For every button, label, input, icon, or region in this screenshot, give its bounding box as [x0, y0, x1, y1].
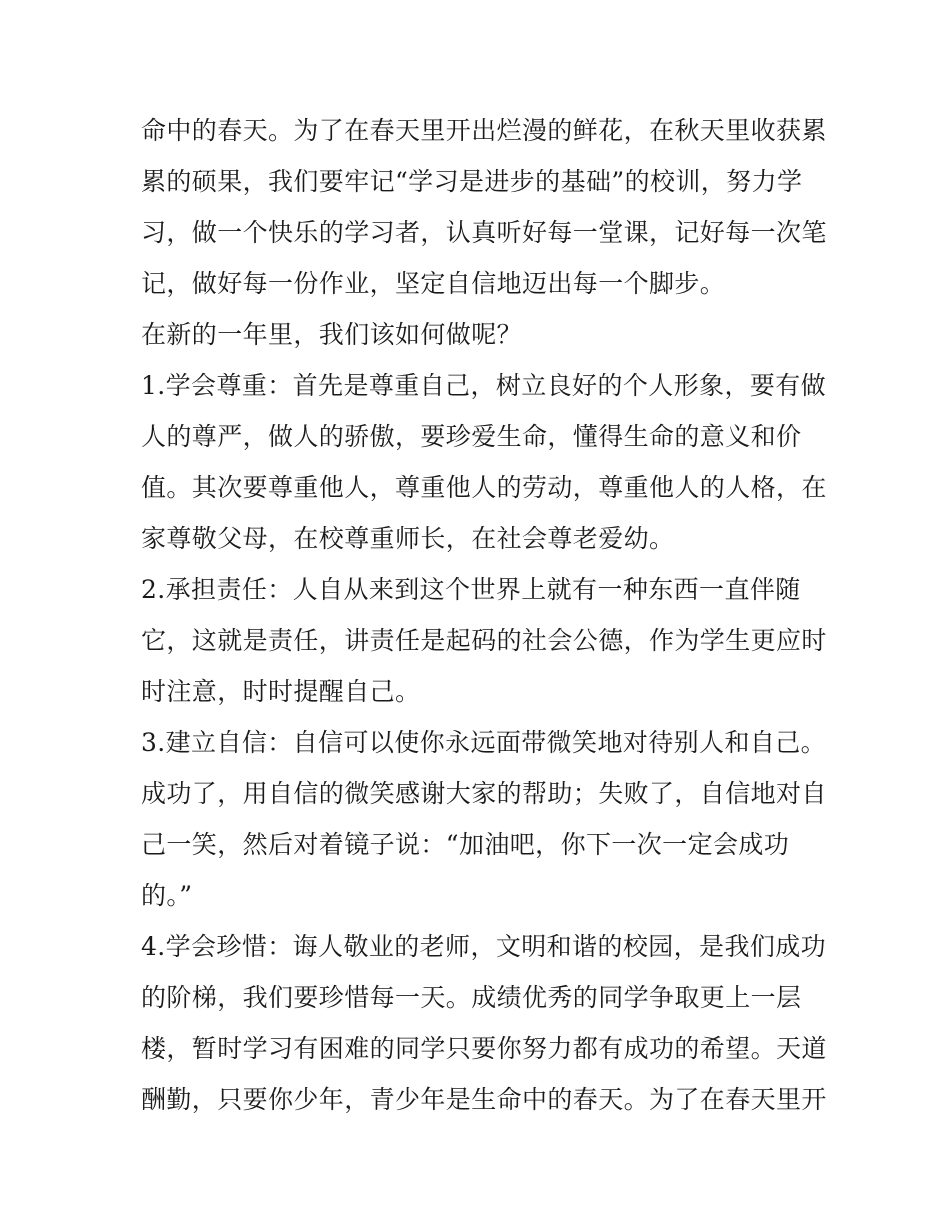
text-line: 它，这就是责任，讲责任是起码的社会公德，作为学生更应时 [141, 626, 827, 655]
item-4-heading-line: 4.学会珍惜：诲人敬业的老师，文明和谐的校园，是我们成功 [141, 932, 827, 961]
text-line: 习，做一个快乐的学习者，认真听好每一堂课，记好每一次笔 [141, 218, 827, 247]
item-2-heading-line: 2.承担责任：人自从来到这个世界上就有一种东西一直伴随 [141, 575, 801, 604]
text-line: 的阶梯，我们要珍惜每一天。成绩优秀的同学争取更上一层 [141, 983, 802, 1012]
text-line: 人的尊严，做人的骄傲，要珍爱生命，懂得生命的意义和价 [141, 422, 802, 451]
text-line: 的。” [141, 881, 193, 910]
item-1-heading-line: 1.学会尊重：首先是尊重自己，树立良好的个人形象，要有做 [141, 371, 827, 400]
text-line: 命中的春天。为了在春天里开出烂漫的鲜花，在秋天里收获累 [141, 116, 827, 145]
item-3-heading-line: 3.建立自信：自信可以使你永远面带微笑地对待别人和自己。 [141, 728, 827, 757]
text-line: 成功了，用自信的微笑感谢大家的帮助；失败了，自信地对自 [141, 779, 827, 808]
section-question: 在新的一年里，我们该如何做呢？ [141, 320, 523, 349]
text-line: 值。其次要尊重他人，尊重他人的劳动，尊重他人的人格，在 [141, 473, 827, 502]
text-line: 累的硕果，我们要牢记“学习是进步的基础”的校训，努力学 [141, 167, 803, 196]
text-line: 己一笑，然后对着镜子说：“加油吧，你下一次一定会成功 [141, 830, 790, 859]
text-line: 时注意，时时提醒自己。 [141, 677, 421, 706]
text-line: 记，做好每一份作业，坚定自信地迈出每一个脚步。 [141, 269, 726, 298]
text-line: 酬勤，只要你少年，青少年是生命中的春天。为了在春天里开 [141, 1085, 827, 1114]
text-line: 家尊敬父母，在校尊重师长，在社会尊老爱幼。 [141, 524, 675, 553]
text-line: 楼，暂时学习有困难的同学只要你努力都有成功的希望。天道 [141, 1034, 827, 1063]
body-text [141, 105, 827, 1125]
